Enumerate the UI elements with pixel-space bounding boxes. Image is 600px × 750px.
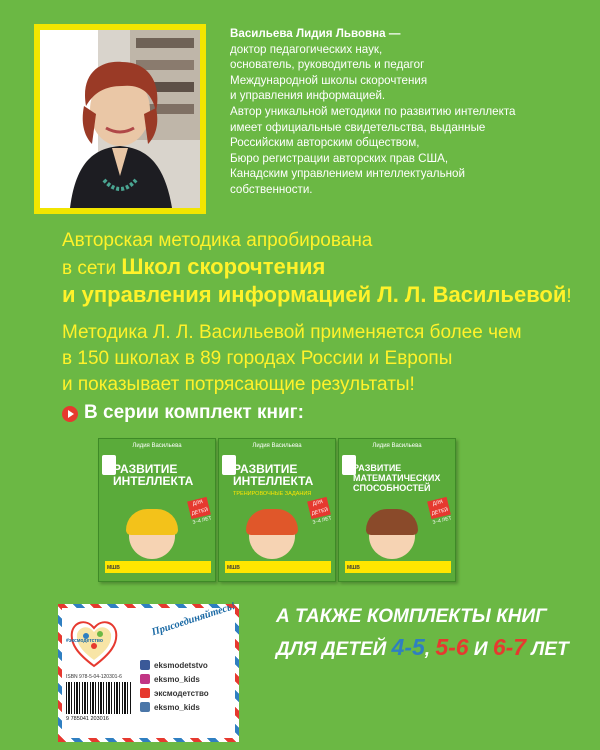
barcode-number: 9 785041 203016 [66,716,109,722]
book-footer-bar [225,561,331,573]
social-postcard [58,600,239,742]
book-cover [338,438,456,582]
bio-line: Автор уникальной методики по развитию интеллекта [230,104,516,118]
book-illustration-hair [126,509,178,535]
author-bio [230,26,580,198]
also-text: , [424,639,436,660]
method-line [62,282,582,310]
book-author: Лидия Васильева [132,443,182,449]
book-cover [218,438,336,582]
bio-line: Международной школы скорочтения [230,73,428,87]
social-link[interactable] [140,688,209,698]
book-age-badge: ДЛЯ ДЕТЕЙ 3–4 ЛЕТ [427,497,451,519]
age-range: 4-5 [391,634,425,660]
book-illustration-hair [246,509,298,535]
social-handle: эксмодетство [154,688,209,698]
bio-line: собственности. [230,182,313,196]
book-footer-bar [345,561,451,573]
isbn: ISBN 978-5-04-120301-6 [66,674,122,680]
book-title: РАЗВИТИЕ ИНТЕЛЛЕКТА [113,462,194,488]
reach-line: Методика Л. Л. Васильевой применяется более чем [62,322,522,343]
vk-icon [140,702,150,712]
reach-statement [62,320,582,398]
author-name: Васильева Лидия Львовна — [230,27,401,40]
play-bullet-icon [62,406,78,422]
instagram-icon [140,674,150,684]
bio-line: имеет официальные свидетельства, выданные [230,120,486,134]
reach-line: в 150 школах в 89 городах России и Европы [62,348,453,369]
bio-line: доктор педагогических наук, [230,42,383,56]
barcode [66,682,132,714]
method-line: Авторская методика апробирована [62,230,373,251]
book-footer-bar [105,561,211,573]
also-text: ЛЕТ [526,639,569,660]
also-line [276,632,586,665]
join-text: Присоединяйтесь! [150,600,238,639]
bio-line: Бюро регистрации авторских прав США, [230,151,449,165]
social-link[interactable] [140,702,200,712]
method-text: в сети [62,258,122,279]
book-publisher-mark: МШВ [227,565,240,571]
author-photo [40,30,200,208]
book-title: РАЗВИТИЕ МАТЕМАТИЧЕСКИХ СПОСОБНОСТЕЙ [353,463,441,493]
social-link[interactable] [140,674,200,684]
book-publisher-mark: МШВ [107,565,120,571]
book-subtitle: ТРЕНИРОВОЧНЫЕ ЗАДАНИЯ [233,491,312,497]
age-range: 6-7 [492,634,527,660]
author-photo-frame [34,24,206,214]
method-statement [62,228,582,310]
social-handle: eksmo_kids [154,702,200,712]
bio-line: Российским авторским обществом, [230,136,420,150]
also-text: И [468,639,493,660]
social-handle: eksmodetstvo [154,660,208,670]
age-range: 5-6 [435,634,469,660]
also-text: ДЛЯ ДЕТЕЙ [276,639,392,660]
social-handle: eksmo_kids [154,674,200,684]
method-line [62,254,582,282]
also-line: А ТАКЖЕ КОМПЛЕКТЫ КНИГ [276,606,547,627]
facebook-icon [140,660,150,670]
book-author: Лидия Васильева [252,443,302,449]
book-author: Лидия Васильева [372,443,422,449]
bio-line: основатель, руководитель и педагог [230,58,425,72]
bio-line: и управления информацией. [230,89,386,103]
book-publisher-mark: МШВ [347,565,360,571]
heart-logo-icon [68,614,120,674]
method-text: ! [566,286,572,307]
method-highlight: Школ скорочтения [121,254,326,279]
book-illustration-hair [366,509,418,535]
also-available [276,602,586,665]
reach-line: и показывает потрясающие результаты! [62,374,415,395]
book-age-badge: ДЛЯ ДЕТЕЙ 3–4 ЛЕТ [187,497,211,519]
series-label: В серии комплект книг: [84,402,304,423]
book-age-badge: ДЛЯ ДЕТЕЙ 3–4 ЛЕТ [307,497,331,519]
book-cover [98,438,216,582]
youtube-icon [140,688,150,698]
bio-line: Канадским управлением интеллектуальной [230,167,465,181]
book-title: РАЗВИТИЕ ИНТЕЛЛЕКТА [233,462,314,488]
method-highlight: и управления информацией Л. Л. Васильевой [62,282,567,307]
heart-hashtag: #эксмодетство [66,638,103,644]
social-link[interactable] [140,660,208,670]
